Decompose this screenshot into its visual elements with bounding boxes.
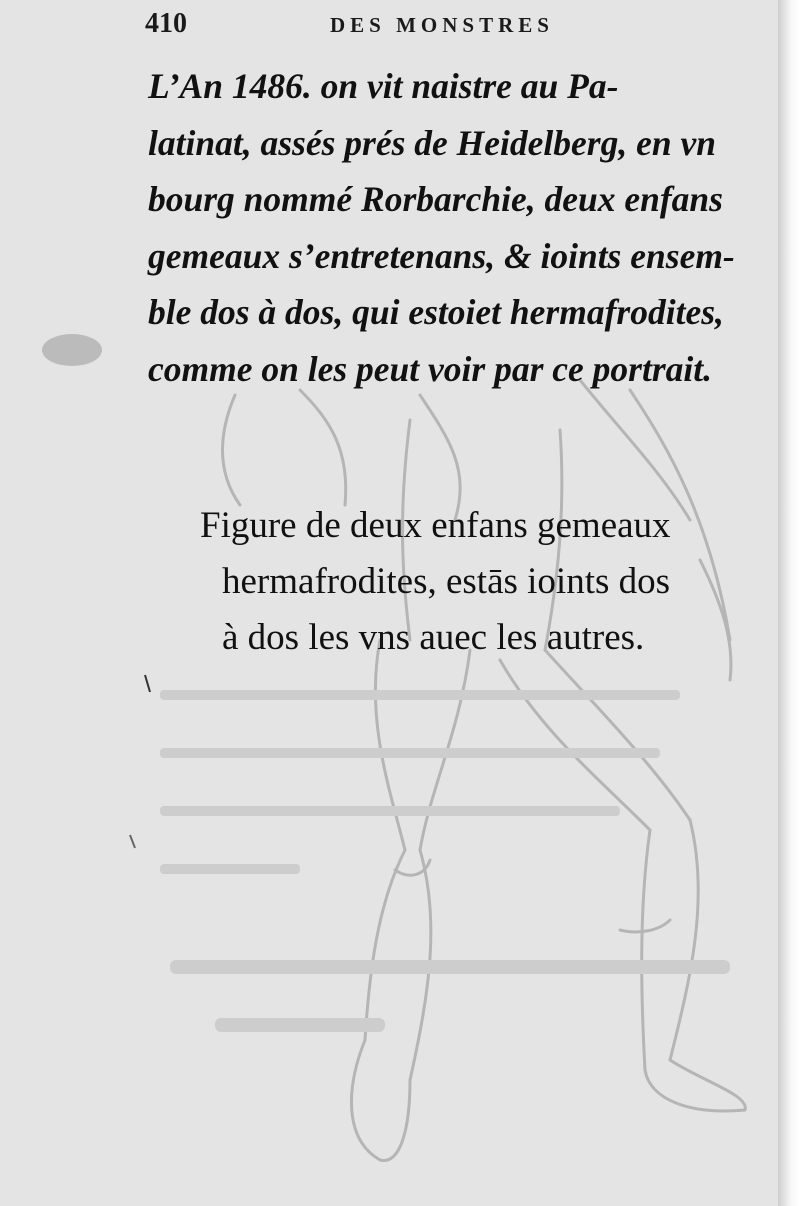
figure-caption xyxy=(200,498,780,666)
running-title: DES MONSTRES xyxy=(330,13,554,37)
page-number: 410 xyxy=(145,8,187,39)
body-paragraph xyxy=(148,58,748,397)
text-line: ble dos à dos, qui estoiet hermafrodites, xyxy=(148,292,724,332)
text-line: comme on les peut voir par ce portrait. xyxy=(148,348,713,389)
text-line: latinat, assés prés de Heidelberg, en vn xyxy=(148,122,716,163)
caption-line: Figure de deux enfans gemeaux xyxy=(200,505,671,546)
caption-line: à dos les vns auec les autres. xyxy=(222,617,645,658)
caption-line: hermafrodites, estās ioints dos xyxy=(222,561,671,602)
page-edge xyxy=(778,0,800,1206)
text-line: gemeaux s’entretenans, & ioints ensem- xyxy=(148,235,735,276)
running-header xyxy=(145,8,595,44)
text-line: L’An 1486. on vit naistre au Pa- xyxy=(148,66,619,106)
text-line: bourg nommé Rorbarchie, deux enfans xyxy=(148,179,723,219)
